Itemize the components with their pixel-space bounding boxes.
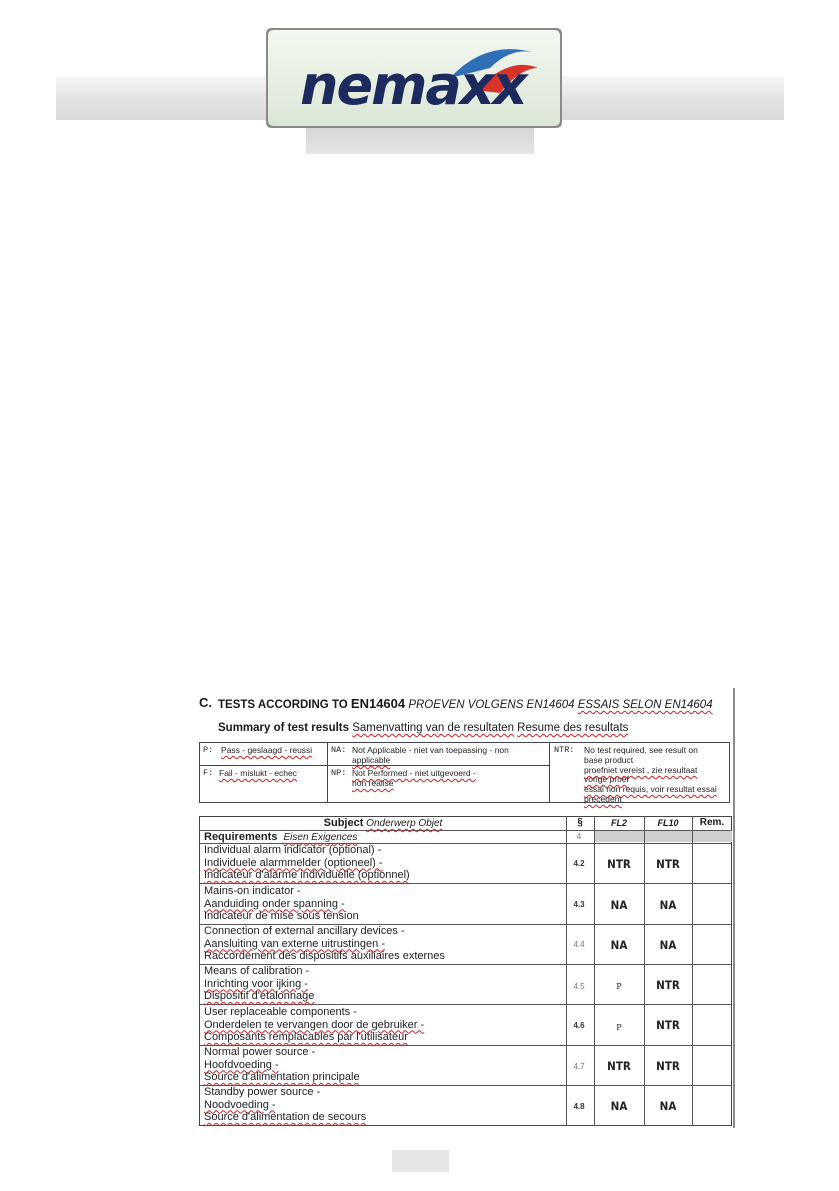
row-subject-fr: Indicateur d'alarme individuelle (optionnel) — [204, 869, 410, 882]
legend-text-ntr: No test required, see result on — [584, 745, 698, 755]
summary-fr: Resume des resultats — [517, 722, 629, 734]
summary-title — [218, 722, 628, 734]
summary-bold: Summary of test results — [218, 722, 350, 734]
header-fl2: FL2 — [610, 818, 627, 828]
header-subject — [200, 817, 566, 829]
row-subject-nl: Onderdelen te vervangen door de gebruiker - — [204, 1018, 425, 1031]
section-letter: C. — [199, 695, 212, 710]
legend-divider — [199, 765, 549, 766]
summary-nl: Samenvatting van de resultaten — [352, 722, 514, 734]
legend-key-f: F: — [203, 768, 214, 778]
row-subject-en: Individual alarm indicator (optional) - — [204, 844, 382, 856]
row-divider — [199, 883, 732, 884]
row-fl2: NA — [610, 1099, 628, 1113]
legend-divider — [327, 742, 328, 803]
legend-text-f: Fail - mislukt - echec — [219, 768, 297, 778]
header-rem: Rem. — [699, 817, 725, 828]
title-standard: EN14604 — [350, 696, 406, 711]
requirements-section: 4 — [576, 832, 582, 841]
row-section: 4.5 — [573, 982, 585, 991]
table-row — [204, 1086, 366, 1124]
header-section: § — [577, 817, 583, 828]
title-fr: ESSAIS SELON EN14604 — [577, 699, 713, 711]
row-subject-fr: Source d'alimentation principale — [204, 1071, 360, 1084]
row-subject-en: Mains-on indicator - — [204, 885, 301, 897]
row-section: 4.3 — [573, 900, 585, 909]
row-subject-fr: Indicateur de mise sous tension — [204, 910, 359, 923]
legend-text-ntr-5: essai non requis, voir resultat essai — [584, 784, 717, 794]
row-subject-en: Connection of external ancillary devices - — [204, 925, 405, 937]
legend-text-ntr-6: precedent — [584, 794, 622, 804]
row-subject-nl: Noodvoeding - — [204, 1098, 276, 1111]
requirements-label: Requirements — [204, 831, 278, 843]
legend-text-ntr-3: proefniet vereist , zie resultaat — [584, 765, 698, 775]
row-fl10: NA — [659, 1099, 677, 1113]
table-row — [204, 965, 314, 1003]
legend-key-ntr: NTR: — [554, 745, 575, 755]
legend-key-p: P: — [203, 745, 214, 755]
legend-text-np: Not Performed - niet uitgevoerd - — [352, 768, 476, 778]
row-subject-en: Means of calibration - — [204, 965, 310, 977]
row-subject-en: Standby power source - — [204, 1086, 321, 1098]
col-divider — [644, 816, 645, 1126]
table-row — [204, 885, 359, 923]
row-subject-nl: Individuele alarmmelder (optioneel) - — [204, 856, 383, 869]
row-fl10: NA — [659, 898, 677, 912]
requirements-row — [204, 831, 357, 845]
col-divider — [594, 816, 595, 1126]
row-divider — [199, 1004, 732, 1005]
row-subject-fr: Dispositif d'etalonnage — [204, 990, 315, 1003]
row-fl10: NTR — [656, 857, 680, 871]
row-subject-en: Normal power source - — [204, 1046, 316, 1058]
legend-text-ntr-2: base product — [584, 755, 634, 765]
legend-text-p: Pass - geslaagd - reussi — [221, 745, 313, 755]
title-bold: TESTS ACCORDING TO — [218, 699, 348, 711]
row-fl2: P — [616, 982, 622, 991]
row-fl2: NA — [610, 898, 628, 912]
row-section: 4.7 — [573, 1062, 585, 1071]
legend-key-na: NA: — [331, 745, 347, 755]
col-divider — [692, 816, 693, 1126]
row-fl10: NTR — [656, 1059, 680, 1073]
row-section: 4.6 — [573, 1021, 585, 1030]
legend-text-na: Not Applicable - niet van toepassing - non — [352, 745, 509, 755]
legend-divider — [549, 742, 550, 803]
header-fl10: FL10 — [657, 818, 679, 828]
row-fl2: NTR — [607, 1059, 631, 1073]
row-fl2: P — [616, 1023, 622, 1032]
header-subject-nl-fr: Onderwerp Objet — [366, 818, 443, 829]
row-fl10: NTR — [656, 1018, 680, 1032]
row-subject-fr: Raccordement des dispositifs auxiliaires externes — [204, 950, 445, 963]
title-nl: PROEVEN VOLGENS EN14604 — [408, 699, 575, 711]
table-row — [204, 844, 410, 882]
row-subject-nl: Aansluiting van externe uitrustingen - — [204, 937, 385, 950]
header-subject-en: Subject — [323, 817, 364, 829]
brand-logo: nemaxx — [300, 54, 526, 117]
table-row — [204, 1046, 360, 1084]
row-subject-fr: Composants remplacables par l'utilisateur — [204, 1031, 408, 1044]
row-subject-nl: Hoofdvoeding - — [204, 1058, 279, 1071]
page-footer-tab — [392, 1150, 449, 1172]
row-fl2: NA — [610, 938, 628, 952]
legend-text-na-cont: applicable — [352, 755, 391, 765]
row-subject-en: User replaceable components - — [204, 1006, 357, 1018]
legend-text-np-cont: non realise — [352, 778, 394, 788]
row-section: 4.4 — [573, 940, 585, 949]
header-tab-base — [306, 126, 534, 154]
row-subject-fr: Source d'alimentation de secours — [204, 1111, 367, 1124]
row-fl10: NTR — [656, 978, 680, 992]
requirements-shading — [594, 830, 732, 842]
table-row — [204, 925, 445, 963]
row-subject-nl: Inrichting voor ijking - — [204, 977, 308, 990]
legend-key-np: NP: — [331, 768, 347, 778]
legend-text-ntr-4: vorige proef — [584, 774, 629, 784]
row-section: 4.8 — [573, 1102, 585, 1111]
row-fl2: NTR — [607, 857, 631, 871]
row-fl10: NA — [659, 938, 677, 952]
scan-edge — [733, 688, 735, 1128]
table-row — [204, 1006, 424, 1044]
row-section: 4.2 — [573, 859, 585, 868]
section-title — [218, 696, 713, 711]
requirements-label-alt: Eisen Exigences — [283, 832, 358, 843]
row-subject-nl: Aanduiding onder spanning - — [204, 897, 345, 910]
